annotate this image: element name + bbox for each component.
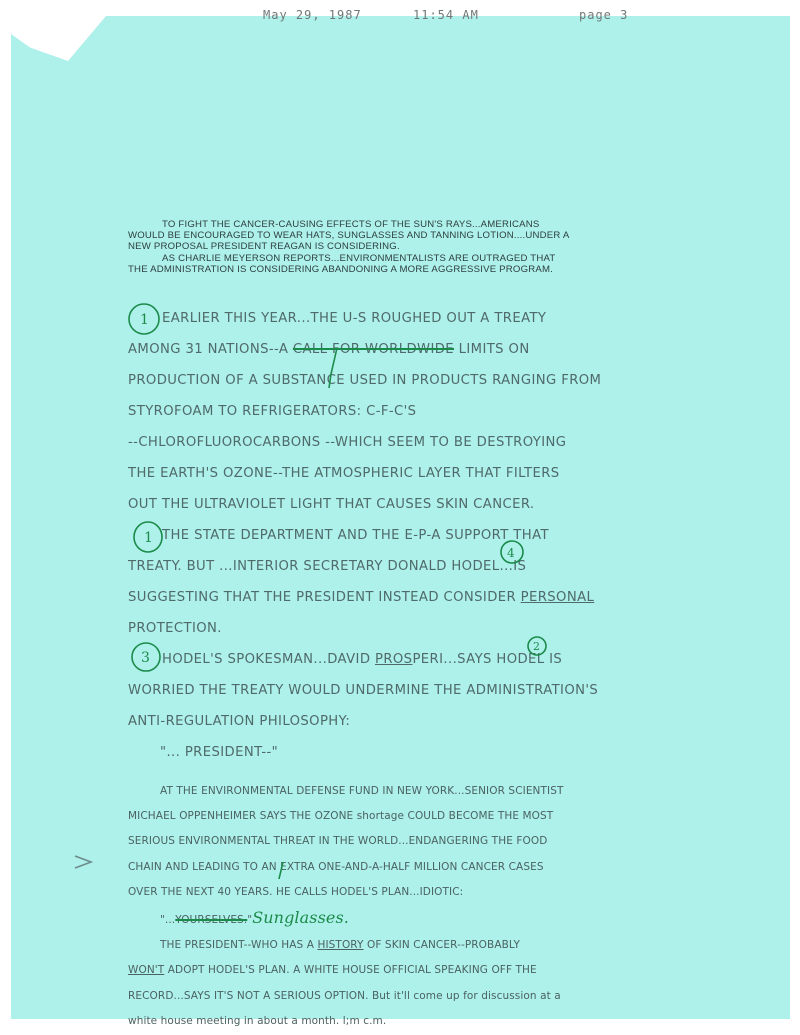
script-text: USED IN PRODUCTS RANGING FROM [349, 373, 602, 388]
script-line: OVER THE NEXT 40 YEARS. HE CALLS HODEL'S PLAN...IDIOTIC: [128, 885, 464, 898]
intro-line: TO FIGHT THE CANCER-CAUSING EFFECTS OF THE SUN'S RAYS...AMERICANS [162, 219, 540, 230]
script-text: AMONG 31 NATIONS--A [128, 342, 293, 357]
script-text: PERI...SAYS HODEL IS [412, 652, 563, 667]
script-line: THE EARTH'S OZONE--THE ATMOSPHERIC LAYER THAT FILTERS [128, 466, 560, 481]
script-line: SERIOUS ENVIRONMENTAL THREAT IN THE WORLD...ENDANGERING THE FOOD [128, 835, 548, 848]
underlined-text: PERSONAL [520, 590, 595, 605]
script-line: OUT THE ULTRAVIOLET LIGHT THAT CAUSES SKIN CANCER. [128, 497, 535, 512]
script-line: ANTI-REGULATION PHILOSOPHY: [128, 714, 351, 729]
script-text: PRODUCTION OF A SUBSTANCE [128, 373, 345, 388]
header-time: 11:54 AM [413, 8, 479, 22]
underlined-text: WON'T [128, 964, 165, 977]
circle-label: 1 [144, 530, 153, 546]
intro-line: NEW PROPOSAL PRESIDENT REAGAN IS CONSIDERING. [128, 241, 400, 253]
struck-text: CALL FOR WORLDWIDE [292, 342, 455, 357]
script-line [128, 334, 608, 365]
script-line: RECORD...SAYS IT'S NOT A SERIOUS OPTION. But it'll come up for discussion at a [128, 989, 561, 1002]
script-line: MICHAEL OPPENHEIMER SAYS THE OZONE shortage COULD BECOME THE MOST [128, 810, 554, 823]
document-page [11, 8, 790, 1027]
handwritten-note: Sunglasses. [252, 908, 349, 928]
secondary-script [128, 779, 608, 1034]
header-date: May 29, 1987 [263, 8, 362, 22]
script-line: AT THE ENVIRONMENTAL DEFENSE FUND IN NEW YORK...SENIOR SCIENTIST [160, 785, 564, 797]
script-line [128, 933, 608, 958]
script-text: SUGGESTING THAT THE PRESIDENT INSTEAD CONSIDER [128, 590, 521, 605]
script-line [128, 582, 608, 613]
intro-line: THE ADMINISTRATION IS CONSIDERING ABANDONING A MORE AGGRESSIVE PROGRAM. [128, 263, 554, 275]
script-text: LIMITS ON [454, 342, 530, 357]
script-line: TREATY. BUT ...INTERIOR SECRETARY DONALD HODEL...IS [128, 559, 527, 574]
script-line: WORRIED THE TREATY WOULD UNDERMINE THE ADMINISTRATION'S [128, 683, 599, 698]
intro-line: WOULD BE ENCOURAGED TO WEAR HATS, SUNGLASSES AND TANNING LOTION....UNDER A [128, 230, 570, 242]
circle-label: 1 [140, 312, 149, 328]
script-text: THE PRESIDENT--WHO HAS A [160, 939, 318, 952]
underlined-text: HISTORY [317, 939, 364, 952]
script-line: EARLIER THIS YEAR...THE U-S ROUGHED OUT A TREATY [162, 311, 547, 326]
struck-text: YOURSELVES. [175, 914, 248, 927]
script-text: HODEL'S SPOKESMAN...DAVID [162, 652, 375, 667]
script-text: "... [160, 914, 176, 927]
intro-line: AS CHARLIE MEYERSON REPORTS...ENVIRONMENTALISTS ARE OUTRAGED THAT [162, 252, 556, 264]
script-line: "... PRESIDENT--" [160, 745, 279, 760]
script-line: --CHLOROFLUOROCARBONS --WHICH SEEM TO BE DESTROYING [128, 435, 567, 450]
script-line: white house meeting in about a month. l;m c.m. [128, 1014, 387, 1027]
script-line: THE STATE DEPARTMENT AND THE E-P-A SUPPORT THAT [162, 528, 549, 543]
underlined-text: PROS [374, 652, 413, 667]
page-header [11, 8, 790, 28]
script-line [128, 365, 608, 396]
header-page: page 3 [579, 8, 629, 22]
script-text: " [247, 914, 253, 927]
script-line [128, 958, 608, 983]
script-line: STYROFOAM TO REFRIGERATORS: C-F-C'S [128, 404, 417, 419]
script-text: CHAIN AND LEADING TO AN [128, 860, 281, 873]
circle-label: 2 [533, 640, 540, 653]
script-text: ADOPT HODEL'S PLAN. A WHITE HOUSE OFFICIAL SPEAKING OFF THE [164, 964, 537, 977]
intro-paragraph [128, 219, 608, 275]
script-text: OF SKIN CANCER--PROBABLY [363, 939, 520, 952]
script-line [128, 855, 608, 880]
circle-label: 4 [507, 546, 515, 560]
script-line [128, 644, 608, 675]
script-line [128, 905, 608, 933]
main-script [128, 303, 608, 768]
script-text: EXTRA ONE-AND-A-HALF MILLION CANCER CASES [280, 860, 544, 873]
circle-label: 3 [141, 650, 150, 666]
script-line: PROTECTION. [128, 621, 222, 636]
margin-arrow-icon [75, 856, 91, 868]
